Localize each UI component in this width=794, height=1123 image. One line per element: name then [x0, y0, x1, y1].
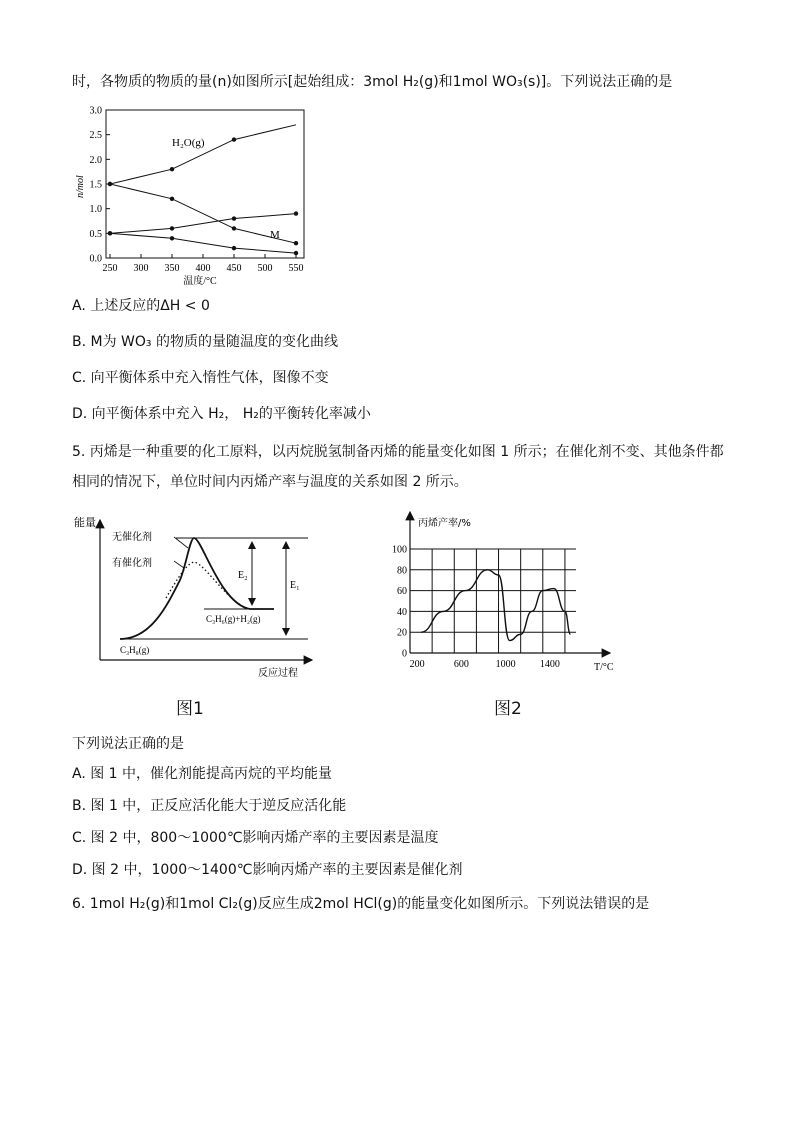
series-line-1 — [110, 125, 296, 184]
no-catalyst-label: 无催化剂 — [112, 532, 152, 543]
e1-label: E₁ — [290, 580, 300, 591]
x-tick-label: 350 — [164, 263, 180, 274]
x-tick-label: 1000 — [495, 659, 516, 670]
data-point — [294, 241, 298, 245]
reactant-label: C₃H₈(g) — [120, 645, 150, 655]
q5-option-b: B. 图 1 中，正反应活化能大于逆反应活化能 — [72, 798, 347, 814]
chart-mole-vs-temperature — [68, 100, 308, 295]
x-tick-label: 300 — [133, 263, 149, 274]
x-tick-label: 550 — [288, 263, 304, 274]
series-line-2 — [110, 184, 296, 243]
product-label: C₃H₆(g)+H₂(g) — [206, 614, 261, 624]
q4-option-a: A. 上述反应的ΔH < 0 — [72, 298, 210, 314]
figure1-caption: 图1 — [176, 699, 204, 719]
y-tick-label: 20 — [397, 627, 407, 639]
data-point — [232, 246, 236, 250]
x-tick-label: 200 — [409, 659, 425, 670]
q4-option-b: B. M为 WO₃ 的物质的量随温度的变化曲线 — [72, 334, 338, 350]
e2-label: E₂ — [238, 570, 248, 581]
data-point — [108, 182, 112, 186]
x-tick-label: 450 — [226, 263, 242, 274]
y-tick-label: 40 — [397, 606, 407, 618]
y-tick-label: 0 — [402, 648, 407, 660]
yield-axis-label: 丙烯产率/% — [418, 518, 471, 529]
data-point — [232, 137, 236, 141]
y-tick-label: 0.0 — [89, 253, 102, 265]
energy-axis-label: 能量 — [74, 516, 96, 529]
data-point — [170, 226, 174, 230]
data-point — [294, 251, 298, 255]
q5-option-a: A. 图 1 中，催化剂能提高丙烷的平均能量 — [72, 766, 333, 782]
q4-option-c: C. 向平衡体系中充入惰性气体，图像不变 — [72, 370, 329, 386]
data-point — [108, 231, 112, 235]
figure2-caption: 图2 — [494, 699, 522, 719]
data-point — [170, 167, 174, 171]
q5-question: 下列说法正确的是 — [72, 736, 184, 752]
x-axis-label: 温度/°C — [183, 276, 217, 287]
y-tick-label: 0.5 — [89, 228, 102, 240]
figure2-yield-vs-temperature — [384, 508, 634, 678]
data-point — [232, 216, 236, 220]
figure1-energy-diagram — [68, 508, 328, 688]
x-tick-label: 1400 — [539, 659, 560, 670]
q6-stem: 6. 1mol H₂(g)和1mol Cl₂(g)反应生成2mol HCl(g)的能量变化如图所示。下列说法错误的是 — [72, 896, 650, 912]
series-line-3 — [110, 214, 296, 234]
y-tick-label: 60 — [397, 586, 407, 598]
reaction-progress-label: 反应过程 — [258, 668, 298, 679]
x-tick-label: 600 — [453, 659, 469, 670]
y-tick-label: 2.5 — [89, 130, 102, 142]
h2o-series-label: H₂O(g) — [172, 137, 205, 149]
y-tick-label: 80 — [397, 565, 407, 577]
x-tick-label: 250 — [102, 263, 118, 274]
q5-stem-line1: 5. 丙烯是一种重要的化工原料，以丙烷脱氢制备丙烯的能量变化如图 1 所示；在催化剂不变、其他条件都 — [72, 444, 724, 460]
q5-option-d: D. 图 2 中，1000～1400℃影响丙烯产率的主要因素是催化剂 — [72, 862, 463, 878]
temperature-axis-label: T/°C — [594, 662, 614, 673]
data-point — [294, 211, 298, 215]
data-point — [170, 197, 174, 201]
y-tick-label: 2.0 — [89, 154, 102, 166]
q5-option-c: C. 图 2 中，800～1000℃影响丙烯产率的主要因素是温度 — [72, 830, 439, 846]
x-tick-label: 500 — [257, 263, 273, 274]
data-point — [232, 226, 236, 230]
x-tick-label: 400 — [195, 263, 211, 274]
m-series-label: M — [270, 229, 280, 241]
q4-option-d: D. 向平衡体系中充入 H₂， H₂的平衡转化率减小 — [72, 406, 371, 422]
y-tick-label: 1.0 — [89, 204, 102, 216]
q5-stem-line2: 相同的情况下，单位时间内丙烯产率与温度的关系如图 2 所示。 — [72, 474, 468, 490]
y-axis-label: n/mol — [75, 175, 86, 198]
y-tick-label: 1.5 — [89, 179, 102, 191]
with-catalyst-label: 有催化剂 — [112, 558, 152, 569]
y-tick-label: 100 — [392, 544, 407, 556]
data-point — [170, 236, 174, 240]
y-tick-label: 3.0 — [89, 105, 102, 117]
yield-curve — [421, 570, 570, 641]
q4-intro: 时，各物质的物质的量(n)如图所示[起始组成：3mol H₂(g)和1mol WO₃(s)]。下列说法正确的是 — [72, 74, 673, 90]
